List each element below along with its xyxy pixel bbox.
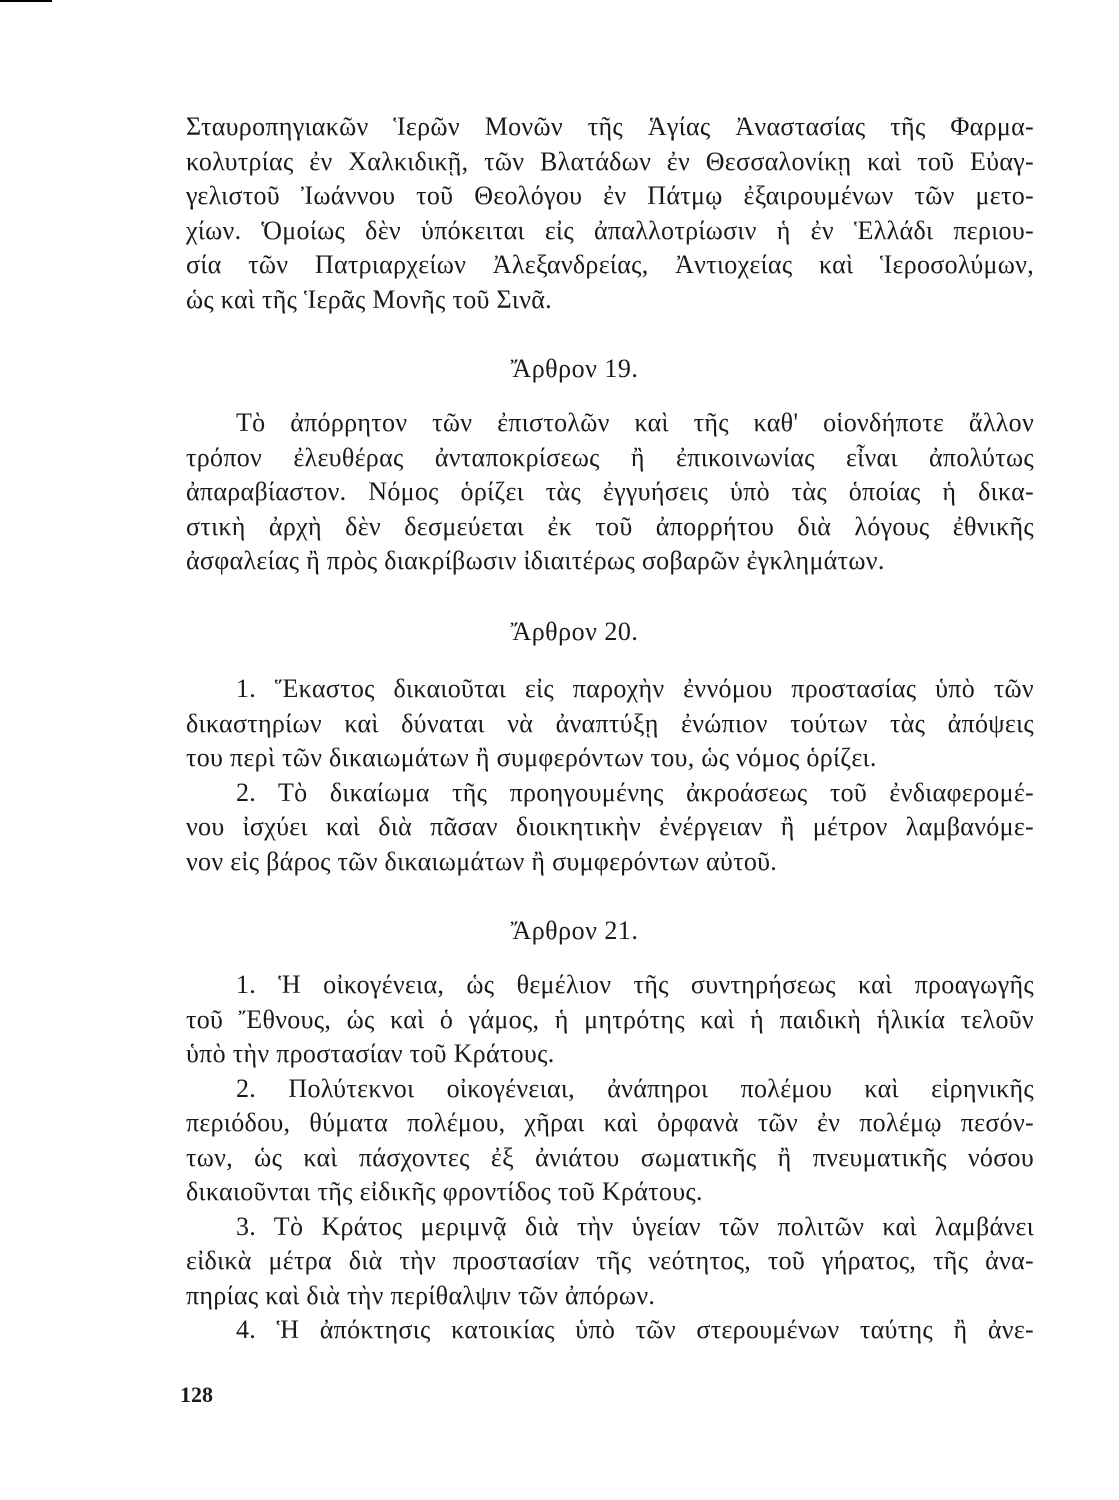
text-line: περιόδου, θύματα πολέμου, χῆραι καὶ ὀρφανὰ τῶν ἐν πολέμῳ πεσόν- — [186, 1108, 1034, 1137]
text-line: 1. Ἕκαστος δικαιοῦται εἰς παροχὴν ἐννόμου προστασίας ὑπὸ τῶν — [236, 674, 1034, 703]
text-line: δικαιοῦνται τῆς εἰδικῆς φροντίδος τοῦ Κράτους. — [186, 1177, 703, 1206]
text-line: 3. Τὸ Κράτος μεριμνᾷ διὰ τὴν ὑγείαν τῶν πολιτῶν καὶ λαμβάνει — [236, 1211, 1034, 1241]
text-line: Τὸ ἀπόρρητον τῶν ἐπιστολῶν καὶ τῆς καθ' οἱονδήποτε ἄλλον — [236, 408, 1034, 437]
text-line: νον εἰς βάρος τῶν δικαιωμάτων ἢ συμφερόντων αὐτοῦ. — [186, 846, 778, 876]
article-20-heading: Ἄρθρον 20. — [510, 617, 639, 646]
article-21-heading: Ἄρθρον 21. — [510, 916, 639, 945]
page-number: 128 — [180, 1382, 213, 1407]
article-20-text — [186, 672, 1034, 879]
text-line: πηρίας καὶ διὰ τὴν περίθαλψιν τῶν ἀπόρων. — [186, 1280, 656, 1310]
text-line: ἀπαραβίαστον. Νόμος ὁρίζει τὰς ἐγγυήσεις ὑπὸ τὰς ὁποίας ἡ δικα- — [186, 477, 1034, 506]
text-line: του περὶ τῶν δικαιωμάτων ἢ συμφερόντων του, ὡς νόμος ὁρίζει. — [186, 743, 877, 772]
text-line: 4. Ἡ ἀπόκτησις κατοικίας ὑπὸ τῶν στερουμένων ταύτης ἢ ἀνε- — [236, 1315, 1034, 1344]
text-line: χίων. Ὁμοίως δὲν ὑπόκειται εἰς ἀπαλλοτρίωσιν ἡ ἐν Ἑλλάδι περιου- — [186, 215, 1034, 245]
text-line: τρόπον ἐλευθέρας ἀνταποκρίσεως ἢ ἐπικοινωνίας εἶναι ἀπολύτως — [186, 442, 1034, 472]
text-line: τοῦ Ἔθνους, ὡς καὶ ὁ γάμος, ἡ μητρότης καὶ ἡ παιδικὴ ἡλικία τελοῦν — [186, 1004, 1034, 1034]
text-line: ἀσφαλείας ἢ πρὸς διακρίβωσιν ἰδιαιτέρως σοβαρῶν ἐγκλημάτων. — [186, 546, 885, 575]
paragraph-monasteries — [186, 110, 1034, 317]
article-19-text — [186, 406, 1034, 579]
text-line: 1. Ἡ οἰκογένεια, ὡς θεμέλιον τῆς συντηρήσεως καὶ προαγωγῆς — [236, 970, 1034, 999]
text-line: ὑπὸ τὴν προστασίαν τοῦ Κράτους. — [186, 1039, 555, 1068]
text-line: γελιστοῦ Ἰωάννου τοῦ Θεολόγου ἐν Πάτμῳ ἐξαιρουμένων τῶν μετο- — [186, 181, 1034, 210]
text-line: των, ὡς καὶ πάσχοντες ἐξ ἀνιάτου σωματικῆς ἢ πνευματικῆς νόσου — [186, 1142, 1034, 1172]
text-line: ὡς καὶ τῆς Ἱερᾶς Μονῆς τοῦ Σινᾶ. — [186, 284, 552, 314]
text-line: νου ἰσχύει καὶ διὰ πᾶσαν διοικητικὴν ἐνέργειαν ἢ μέτρον λαμβανόμε- — [186, 812, 1034, 841]
scan-corner-mark — [0, 0, 52, 2]
text-line: δικαστηρίων καὶ δύναται νὰ ἀναπτύξῃ ἐνώπιον τούτων τὰς ἀπόψεις — [186, 708, 1034, 738]
text-line: στικὴ ἀρχὴ δὲν δεσμεύεται ἐκ τοῦ ἀπορρήτου διὰ λόγους ἐθνικῆς — [186, 511, 1034, 541]
text-line: σία τῶν Πατριαρχείων Ἀλεξανδρείας, Ἀντιοχείας καὶ Ἱεροσολύμων, — [186, 250, 1034, 279]
text-line: εἰδικὰ μέτρα διὰ τὴν προστασίαν τῆς νεότητος, τοῦ γήρατος, τῆς ἀνα- — [186, 1246, 1034, 1275]
text-line: κολυτρίας ἐν Χαλκιδικῇ, τῶν Βλατάδων ἐν Θεσσαλονίκῃ καὶ τοῦ Εὐαγ- — [186, 146, 1034, 176]
text-line: 2. Πολύτεκνοι οἰκογένειαι, ἀνάπηροι πολέμου καὶ εἰρηνικῆς — [236, 1073, 1034, 1103]
text-line: Σταυροπηγιακῶν Ἱερῶν Μονῶν τῆς Ἁγίας Ἀναστασίας τῆς Φαρμα- — [186, 112, 1034, 141]
text-line: 2. Τὸ δικαίωμα τῆς προηγουμένης ἀκροάσεως τοῦ ἐνδιαφερομέ- — [236, 777, 1034, 807]
article-21-text — [186, 968, 1034, 1348]
article-19-heading: Ἄρθρον 19. — [510, 354, 639, 383]
